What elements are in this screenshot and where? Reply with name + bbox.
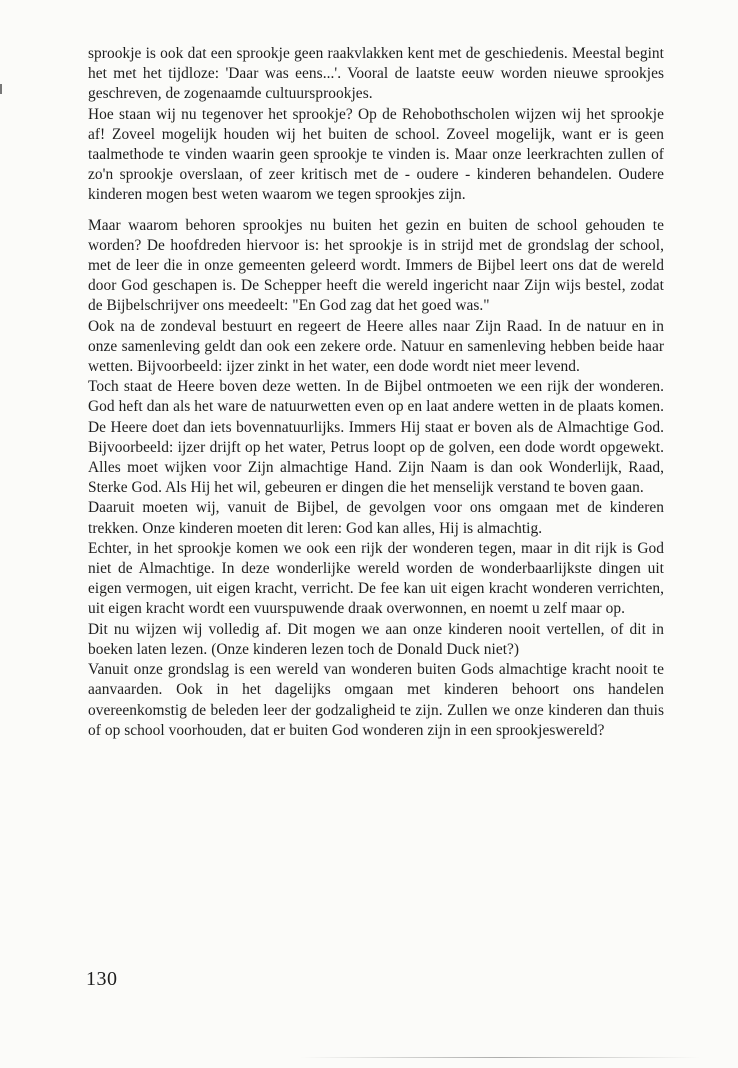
body-text bbox=[88, 44, 664, 741]
paragraph: Hoe staan wij nu tegenover het sprookje? Op de Rehobothscholen wijzen wij het sprookje af! Zoveel mogelijk houden wij het buiten de school. Zoveel mogelijk, want er is geen taalmethode te vinden waarin geen sprookje te vinden is. Maar onze leerkrachten zullen of zo'n sprookje overslaan, of zeer kritisch met de - oudere - kinderen behandelen. Oudere kinderen mogen best weten waarom we tegen sprookjes zijn. bbox=[88, 105, 664, 204]
paragraph: Maar waarom behoren sprookjes nu buiten het gezin en buiten de school gehouden te worden? De hoofdreden hiervoor is: het sprookje is in strijd met de grondslag der school, met de leer die in onze gemeenten geleerd wordt. Immers de Bijbel leert ons dat de wereld door God geschapen is. De Schepper heeft die wereld ingericht naar Zijn wijs bestel, zodat de Bijbelschrijver ons meedeelt: "En God zag dat het goed was." bbox=[88, 216, 664, 315]
paragraph: Daaruit moeten wij, vanuit de Bijbel, de gevolgen voor ons omgaan met de kinderen trekken. Onze kinderen moeten dit leren: God kan alles, Hij is almachtig. bbox=[88, 499, 664, 537]
paragraph: Echter, in het sprookje komen we ook een rijk der wonderen tegen, maar in dit rijk is God niet de Almachtige. In deze wonderlijke wereld worden de wonderbaarlijkste dingen uit eigen vermogen, uit eigen kracht, verricht. De fee kan uit eigen kracht wonderen verrichten, uit eigen kracht wordt een vuurspuwende draak overwonnen, en noemt u zelf maar op. bbox=[88, 539, 664, 618]
paragraph: sprookje is ook dat een sprookje geen raakvlakken kent met de geschiedenis. Meestal begint het met het tijdloze: 'Daar was eens...'. Vooral de laatste eeuw worden nieuwe sprookjes geschreven, de zogenaamde cultuursprookjes. bbox=[88, 45, 664, 103]
scan-bottom-edge bbox=[300, 1057, 700, 1058]
paragraph: Ook na de zondeval bestuurt en regeert de Heere alles naar Zijn Raad. In de natuur en in onze samenleving geldt dan ook een zekere orde. Natuur en samenleving hebben beide haar wetten. Bijvoorbeeld: ijzer zinkt in het water, een dode wordt niet meer levend. bbox=[88, 317, 664, 376]
paragraph: Toch staat de Heere boven deze wetten. In de Bijbel ontmoeten we een rijk der wonderen. God heft dan als het ware de natuurwetten even op en laat andere wetten in de plaats komen. De Heere doet dan iets bovennatuurlijks. Immers Hij staat er boven als de Almachtige God. Bijvoorbeeld: ijzer drijft op het water, Petrus loopt op de golven, een dode wordt opgewekt. Alles moet wijken voor Zijn almachtige Hand. Zijn Naam is dan ook Wonderlijk, Raad, Sterke God. Als Hij het wil, gebeuren er dingen die het menselijk verstand te boven gaan. bbox=[88, 378, 664, 497]
paragraph: Vanuit onze grondslag is een wereld van wonderen buiten Gods almachtige kracht nooit te aanvaarden. Ook in het dagelijks omgaan met kinderen behoort ons handelen overeenkomstig de beleden leer der godzaligheid te zijn. Zullen we onze kinderen dan thuis of op school voorhouden, dat er buiten God wonderen zijn in een sprookjeswereld? bbox=[88, 661, 664, 739]
scan-edge-mark bbox=[0, 84, 2, 94]
paragraph: Dit nu wijzen wij volledig af. Dit mogen we aan onze kinderen nooit vertellen, of dit in boeken laten lezen. (Onze kinderen lezen toch de Donald Duck niet?) bbox=[88, 620, 664, 658]
page-number: 130 bbox=[86, 968, 118, 990]
